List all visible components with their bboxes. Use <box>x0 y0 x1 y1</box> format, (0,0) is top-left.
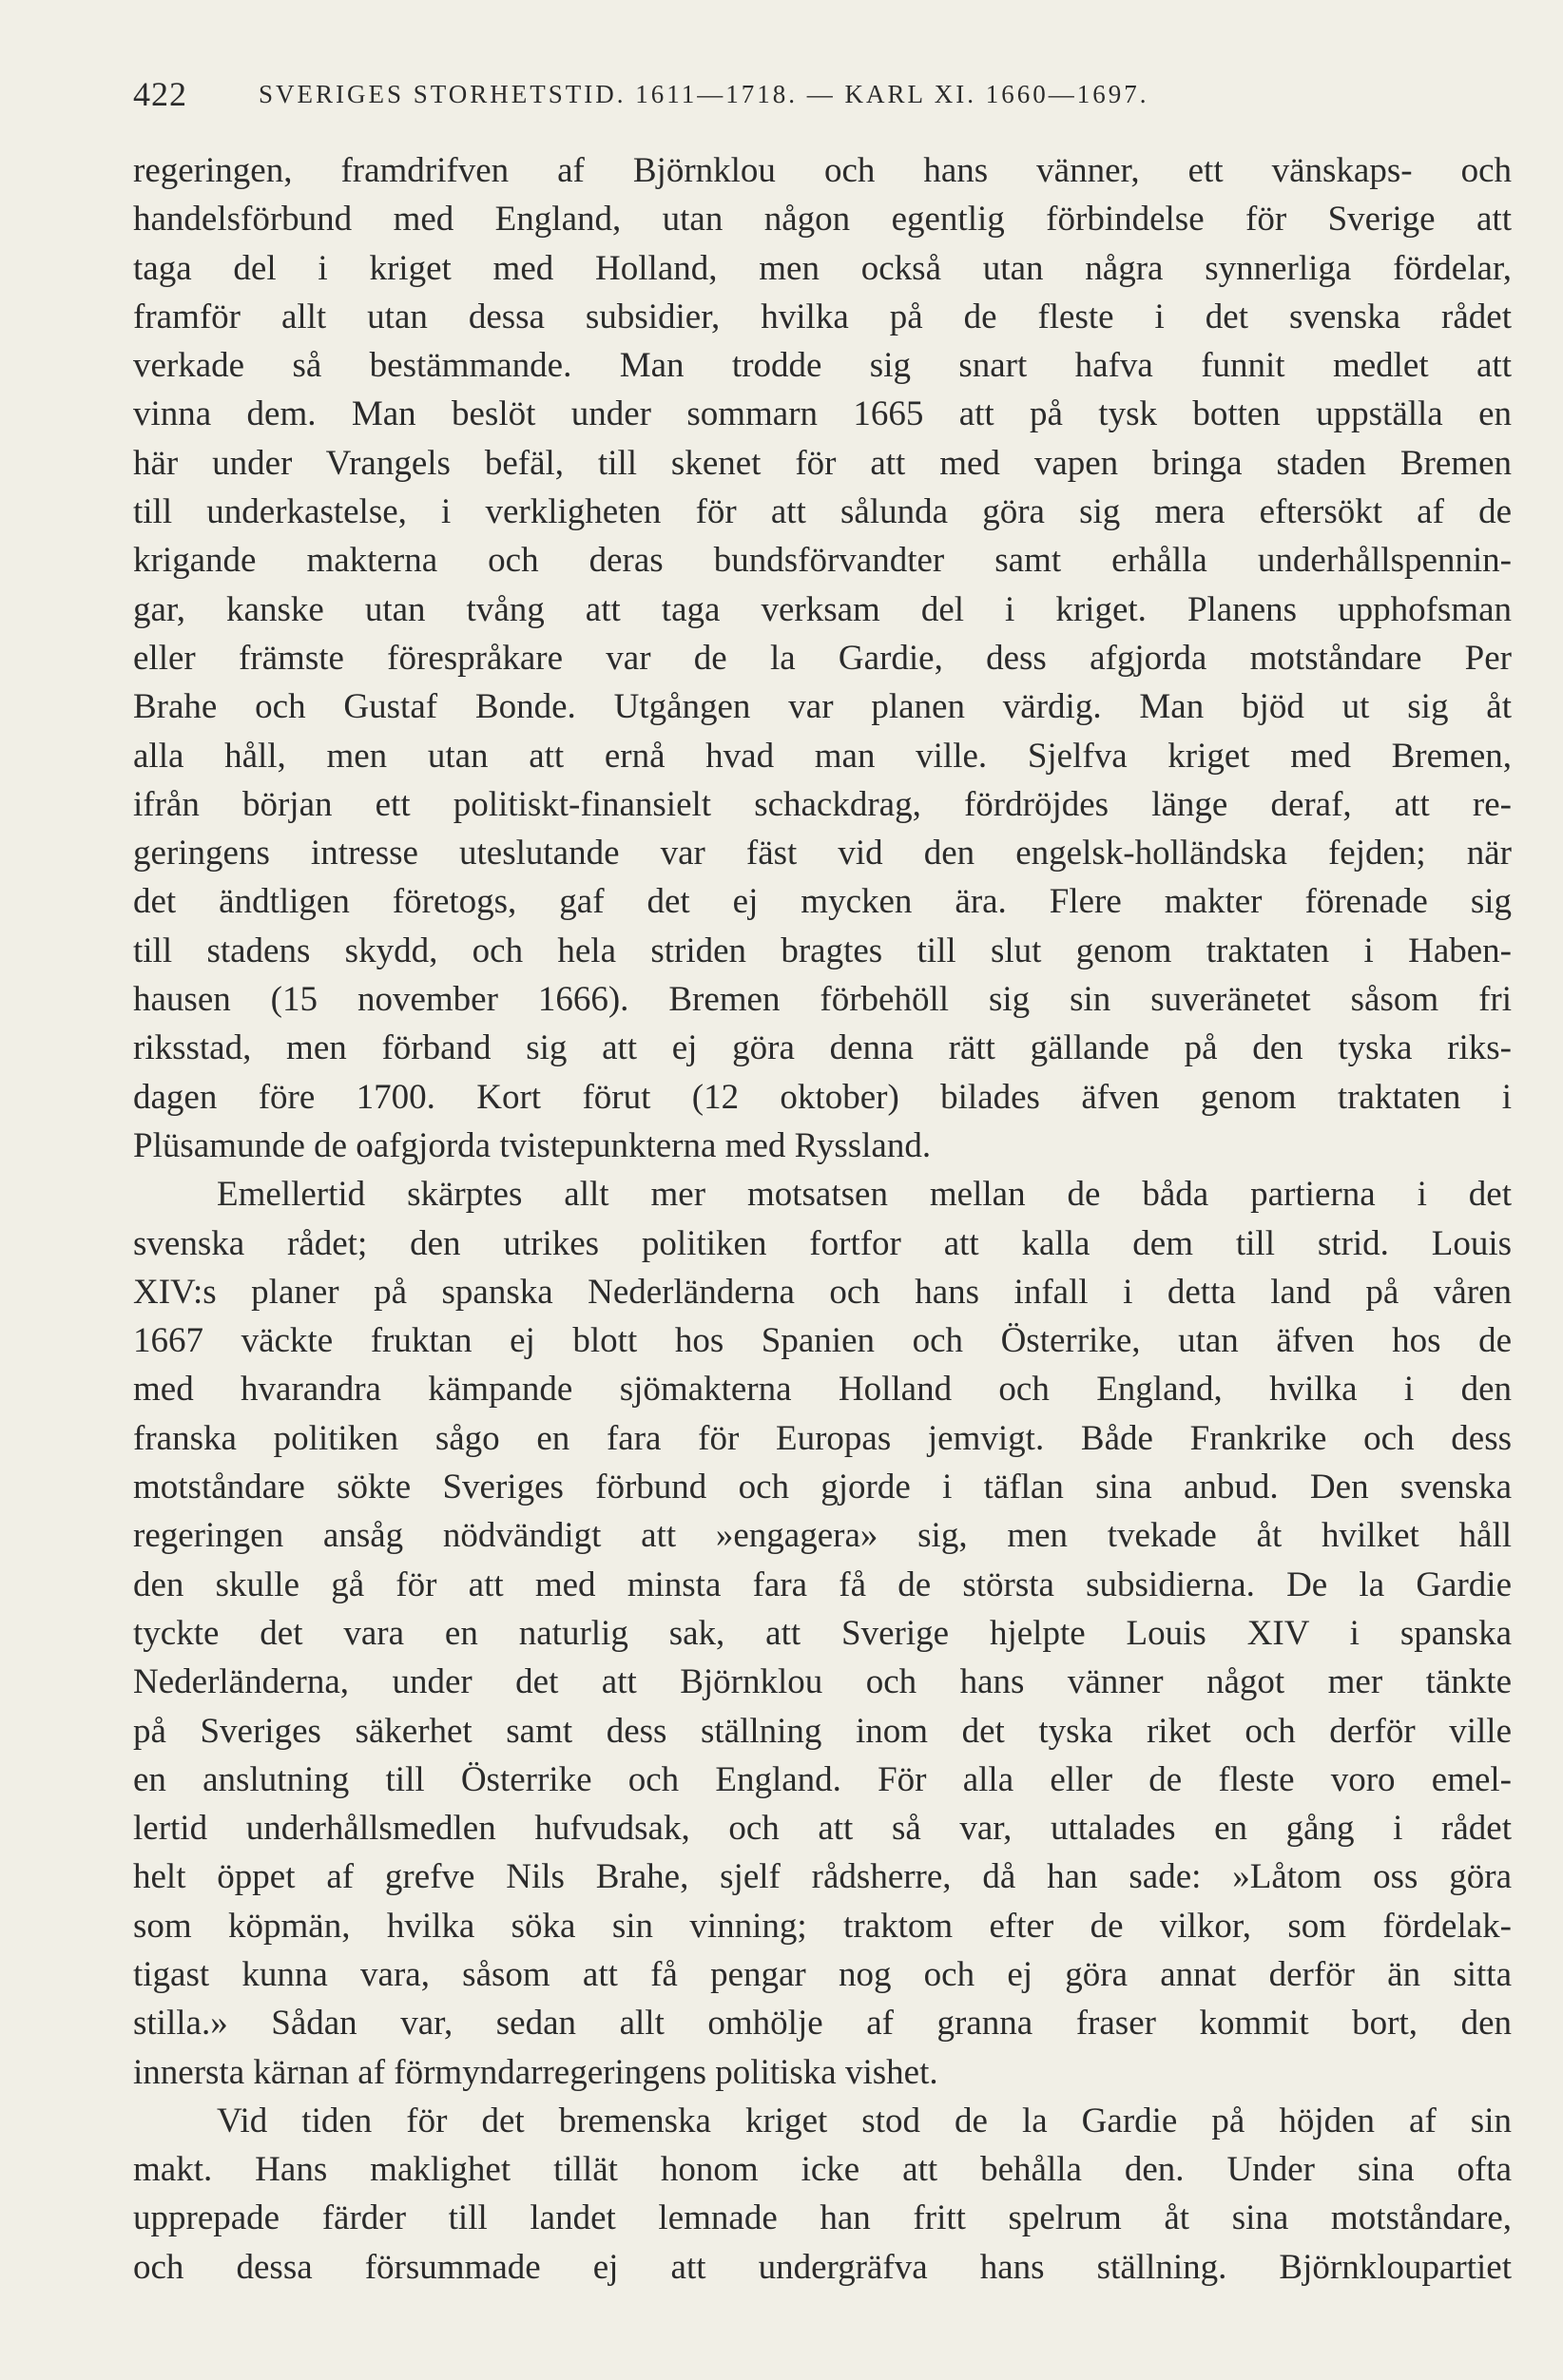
page-number: 422 <box>133 75 187 113</box>
book-page <box>133 67 1512 2329</box>
running-head-title: SVERIGES STORHETSTID. 1611—1718. — KARL XI. 1660—1697. <box>259 80 1149 108</box>
text-line: geringens intresse uteslutande var fäst vid den engelsk-holländska fejden; när <box>133 834 1512 873</box>
text-line: på Sveriges säkerhet samt dess ställning inom det tyska riket och derför ville <box>133 1711 1512 1751</box>
text-line: makt. Hans maklighet tillät honom icke att behålla den. Under sina ofta <box>133 2150 1512 2190</box>
text-line: verkade så bestämmande. Man trodde sig snart hafva funnit medlet att <box>133 346 1512 386</box>
text-line: som köpmän, hvilka söka sin vinning; traktom efter de vilkor, som fördelak- <box>133 1906 1512 1946</box>
text-line: och dessa försummade ej att undergräfva hans ställning. Björnkloupartiet <box>133 2247 1512 2287</box>
text-line: handelsförbund med England, utan någon egentlig förbindelse för Sverige att <box>133 200 1512 240</box>
text-line: eller främste förespråkare var de la Gardie, dess afgjorda motståndare Per <box>133 638 1512 678</box>
text-line: krigande makterna och deras bundsförvandter samt erhålla underhållspennin- <box>133 541 1512 581</box>
text-line: hausen (15 november 1666). Bremen förbehöll sig sin suveränetet såsom fri <box>133 980 1512 1020</box>
text-line: här under Vrangels befäl, till skenet för att med vapen bringa staden Bremen <box>133 443 1512 483</box>
text-line: lertid underhållsmedlen hufvudsak, och att så var, uttalades en gång i rådet <box>133 1809 1512 1849</box>
text-line: helt öppet af grefve Nils Brahe, sjelf rådsherre, då han sade: »Låtom oss göra <box>133 1857 1512 1897</box>
text-line: den skulle gå för att med minsta fara få de största subsidierna. De la Gardie <box>133 1564 1512 1604</box>
text-line: med hvarandra kämpande sjömakterna Holland och England, hvilka i den <box>133 1370 1512 1410</box>
text-line: alla håll, men utan att ernå hvad man ville. Sjelfva kriget med Bremen, <box>133 736 1512 776</box>
text-line: tyckte det vara en naturlig sak, att Sverige hjelpte Louis XIV i spanska <box>133 1613 1512 1653</box>
running-head <box>133 67 1512 124</box>
text-line: dagen före 1700. Kort förut (12 oktober) bilades äfven genom traktaten i <box>133 1077 1512 1117</box>
paragraph-start-line: Vid tiden för det bremenska kriget stod de la Gardie på höjden af sin <box>217 2101 1512 2140</box>
paragraph-end-line: innersta kärnan af förmyndarregeringens politiska vishet. <box>133 2052 938 2092</box>
paragraph-end-line: Plüsamunde de oafgjorda tvistepunkterna med Ryssland. <box>133 1125 932 1165</box>
body-text <box>133 146 1512 2292</box>
text-line: regeringen ansåg nödvändigt att »engagera» sig, men tvekade åt hvilket håll <box>133 1516 1512 1556</box>
text-line: tigast kunna vara, såsom att få pengar nog och ej göra annat derför än sitta <box>133 1954 1512 1994</box>
text-line: gar, kanske utan tvång att taga verksam del i kriget. Planens upphofsman <box>133 589 1512 629</box>
text-line: Brahe och Gustaf Bonde. Utgången var planen värdig. Man bjöd ut sig åt <box>133 687 1512 727</box>
text-line: framför allt utan dessa subsidier, hvilka på de fleste i det svenska rådet <box>133 297 1512 336</box>
text-line: 1667 väckte fruktan ej blott hos Spanien och Österrike, utan äfven hos de <box>133 1321 1512 1361</box>
text-line: svenska rådet; den utrikes politiken fortfor att kalla dem till strid. Louis <box>133 1223 1512 1263</box>
text-line: motståndare sökte Sveriges förbund och gjorde i täflan sina anbud. Den svenska <box>133 1468 1512 1507</box>
text-line: vinna dem. Man beslöt under sommarn 1665 att på tysk botten uppställa en <box>133 394 1512 434</box>
text-line: en anslutning till Österrike och England. För alla eller de fleste voro emel- <box>133 1759 1512 1799</box>
text-line: regeringen, framdrifven af Björnklou och hans vänner, ett vänskaps- och <box>133 151 1512 190</box>
text-line: taga del i kriget med Holland, men också utan några synnerliga fördelar, <box>133 248 1512 288</box>
text-line: stilla.» Sådan var, sedan allt omhölje af granna fraser kommit bort, den <box>133 2004 1512 2044</box>
text-line: franska politiken sågo en fara för Europas jemvigt. Både Frankrike och dess <box>133 1418 1512 1458</box>
text-line: Nederländerna, under det att Björnklou och hans vänner något mer tänkte <box>133 1662 1512 1702</box>
text-line: riksstad, men förband sig att ej göra denna rätt gällande på den tyska riks- <box>133 1028 1512 1068</box>
text-line: XIV:s planer på spanska Nederländerna och hans infall i detta land på våren <box>133 1272 1512 1312</box>
text-line: upprepade färder till landet lemnade han fritt spelrum åt sina motståndare, <box>133 2198 1512 2238</box>
text-line: till underkastelse, i verkligheten för att sålunda göra sig mera eftersökt af de <box>133 492 1512 532</box>
text-line: ifrån början ett politiskt-finansielt schackdrag, fördröjdes länge deraf, att re- <box>133 784 1512 824</box>
paragraph-start-line: Emellertid skärptes allt mer motsatsen mellan de båda partierna i det <box>217 1175 1512 1215</box>
text-line: det ändtligen företogs, gaf det ej mycken ära. Flere makter förenade sig <box>133 882 1512 922</box>
text-line: till stadens skydd, och hela striden bragtes till slut genom traktaten i Haben- <box>133 931 1512 970</box>
